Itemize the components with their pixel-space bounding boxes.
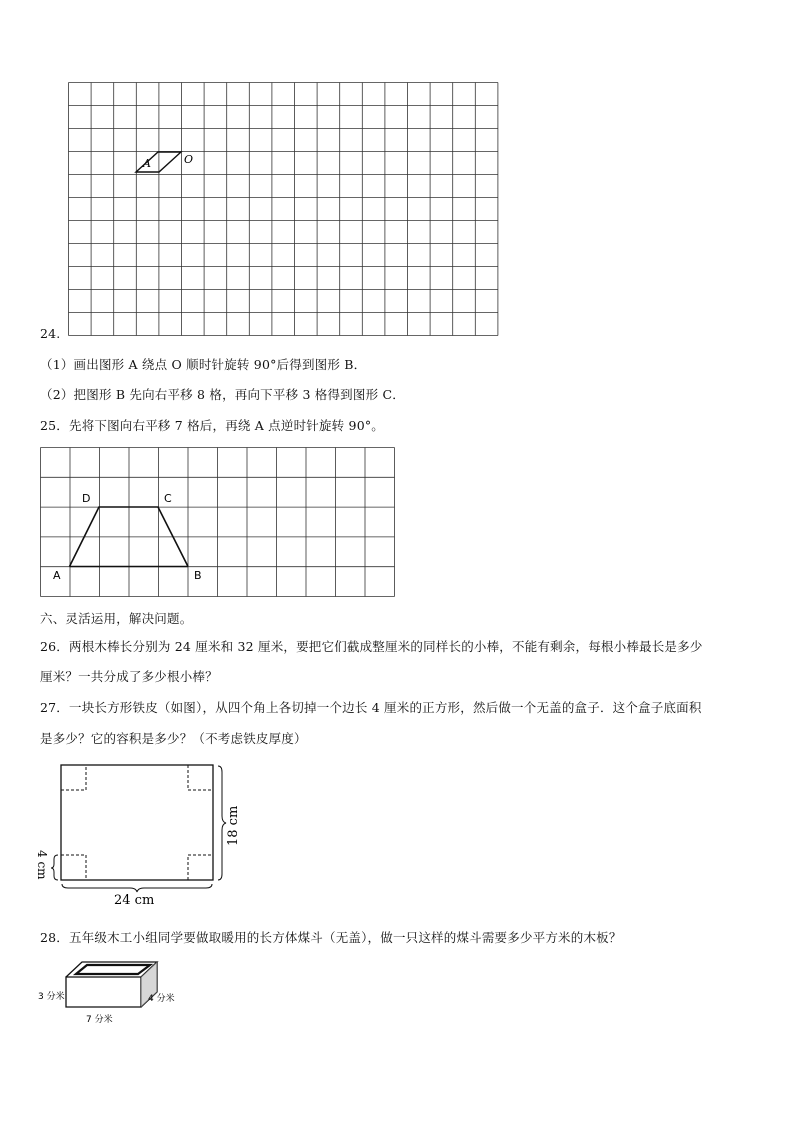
height-brace	[218, 766, 226, 880]
q24-grid-figure	[66, 80, 506, 342]
q26-line1: 26．两根木棒长分别为 24 厘米和 32 厘米，要把它们截成整厘米的同样长的小棒，不能有剩余，每根小棒最长是多少	[40, 639, 703, 654]
q24-number: 24.	[40, 326, 61, 341]
q24-part1: （1）画出图形 A 绕点 O 顺时针旋转 90°后得到图形 B．	[40, 357, 367, 372]
corner-square-bottom-right	[188, 855, 213, 880]
q27-sheet-figure	[34, 758, 254, 908]
sheet-outline	[61, 765, 213, 880]
height-label: 18 cm	[226, 805, 241, 846]
q28-text: 28．五年级木工小组同学要做取暖用的长方体煤斗（无盖），做一只这样的煤斗需要多少平方米的木板？	[40, 930, 622, 945]
label-b: B	[194, 569, 202, 582]
q25-grid-figure	[40, 447, 396, 599]
q27-line1: 27．一块长方形铁皮（如图），从四个角上各切掉一个边长 4 厘米的正方形，然后做一个无盖的盒子．这个盒子底面积	[40, 700, 702, 715]
box-opening	[76, 965, 150, 974]
label-c: C	[164, 492, 172, 505]
box-front-face	[66, 977, 141, 1007]
section6-heading: 六、灵活运用，解决问题。	[40, 611, 193, 626]
label-d: D	[82, 492, 91, 505]
corner-brace	[51, 855, 58, 880]
q28-box-figure	[34, 955, 194, 1027]
box-height-label: 3 分米	[38, 992, 65, 1002]
q24-part2: （2）把图形 B 先向右平移 8 格，再向下平移 3 格得到图形 C．	[40, 387, 405, 402]
q25-text: 25．先将下图向右平移 7 格后，再绕 A 点逆时针旋转 90°。	[40, 418, 385, 433]
width-brace	[62, 884, 212, 892]
corner-square-bottom-left	[61, 855, 86, 880]
point-o-label: O	[184, 153, 194, 166]
box-depth-label: 4 分米	[148, 994, 175, 1004]
shape-a-label: A	[143, 157, 151, 170]
corner-label: 4 cm	[35, 850, 49, 880]
q27-line2: 是多少？它的容积是多少？（不考虑铁皮厚度）	[40, 731, 307, 746]
q26-line2: 厘米？一共分成了多少根小棒？	[40, 669, 218, 684]
width-label: 24 cm	[114, 893, 155, 908]
corner-square-top-right	[188, 765, 213, 790]
box-length-label: 7 分米	[86, 1015, 113, 1025]
label-a: A	[53, 569, 61, 582]
corner-square-top-left	[61, 765, 86, 790]
